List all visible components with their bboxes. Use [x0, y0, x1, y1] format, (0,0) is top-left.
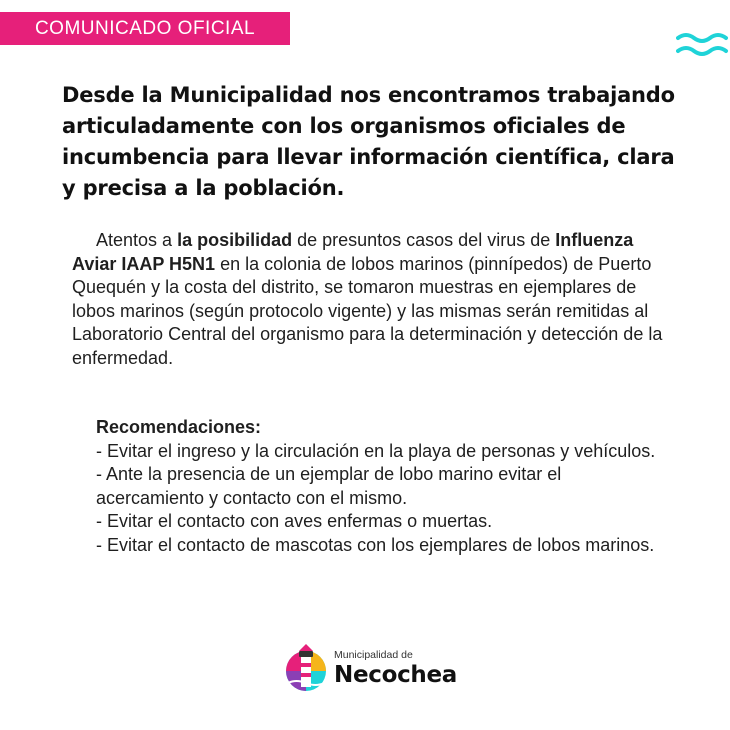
recommendations-list — [96, 416, 666, 557]
body-bold-posibilidad: la posibilidad — [177, 230, 293, 250]
logo-small-text: Municipalidad de — [334, 648, 413, 661]
body-text-1: Atentos a — [96, 230, 178, 250]
body-text-3: en la colonia de lobos marinos (pinnípedos) de Puerto Quequén y la costa del distrito, se tomaron muestras en ejemplares de lobos marinos (según protocolo vigente) y las mismas serán remitidas al Laboratorio Central del organismo para la determinación y detección de la enfermedad. — [72, 253, 663, 368]
body-text-2: de presuntos casos del virus de — [292, 230, 556, 250]
comunicado-badge — [0, 12, 290, 45]
recommendation-item: - Evitar el contacto de mascotas con los ejemplares de lobos marinos. — [96, 534, 655, 555]
logo-big-text: Necochea — [334, 661, 458, 688]
recommendation-item: - Evitar el contacto con aves enfermas o muertas. — [96, 511, 493, 531]
body-bold-virus: Influenza Aviar IAAP H5N1 — [72, 230, 634, 274]
municipal-logo — [284, 640, 458, 696]
recommendation-item: - Evitar el ingreso y la circulación en la playa de personas y vehículos. — [96, 440, 656, 461]
body-paragraph — [72, 229, 672, 370]
recommendation-item: - Ante la presencia de un ejemplar de lobo marino evitar el acercamiento y contacto con el mismo. — [96, 464, 562, 508]
recommendations-title: Recomendaciones: — [96, 417, 262, 437]
badge-label: COMUNICADO OFICIAL — [34, 17, 256, 39]
waves-icon — [676, 31, 730, 59]
headline: Desde la Municipalidad nos encontramos trabajando articuladamente con los organismos oficiales de incumbencia para llevar información científica, clara y precisa a la población. — [62, 83, 675, 200]
necochea-lighthouse-logo-icon — [284, 643, 328, 693]
